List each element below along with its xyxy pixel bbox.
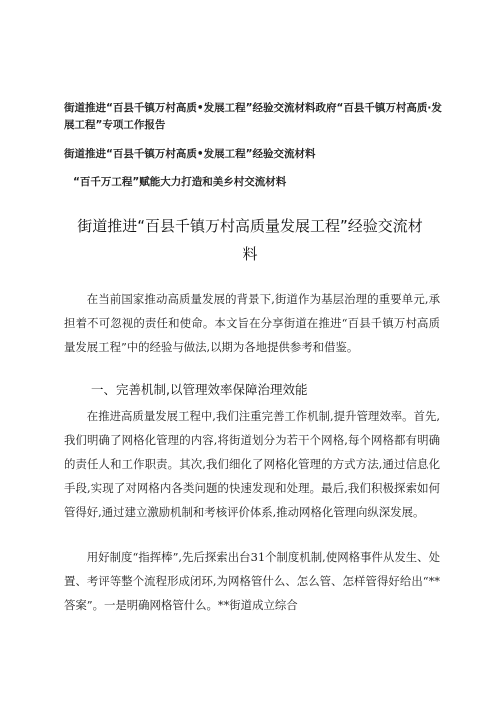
paragraph-intro: 在当前国家推动高质量发展的背景下,街道作为基层治理的重要单元,承担着不可忽视的责任和使命。本文旨在分享街道在推进“百县千镇万村高质量发展工程”中的经验与做法,以期为各地提供参考和借鉴。 <box>64 292 440 354</box>
toc-entry-3[interactable]: “百千万工程”赋能大力打造和美乡村交流材料 <box>73 176 287 188</box>
section-heading-1: 一、完善机制,以管理效率保障治理效能 <box>91 382 308 397</box>
paragraph-system: 用好制度“指挥棒”,先后探索出台31个制度机制,使网格事件从发生、处置、考评等整个流程形成闭环,为网格管什么、怎么管、怎样管得好给出“**答案”。一是明确网格管什么。**街道成立综合 <box>64 550 440 612</box>
toc-entry-1[interactable]: 街道推进“百县千镇万村高质•发展工程”经验交流材料政府“百县千镇万村高质·发展工程”专项工作报告 <box>64 102 442 131</box>
toc-entry-2[interactable]: 街道推进“百县千镇万村高质•发展工程”经验交流材料 <box>64 148 316 160</box>
document-title: 街道推进“百县千镇万村高质量发展工程”经验交流材料 <box>77 217 423 263</box>
paragraph-mechanism: 在推进高质量发展工程中,我们注重完善工作机制,提升管理效率。首先,我们明确了网格化管理的内容,将街道划分为若干个网格,每个网格都有明确的责任人和工作职责。其次,我们细化了网格化管理的方式方法,通过信息化手段,实现了对网格内各类问题的快速发现和处理。最后,我们积极探索如何管得好,通过建立激励机制和考核评价体系,推动网格化管理向纵深发展。 <box>64 409 440 519</box>
